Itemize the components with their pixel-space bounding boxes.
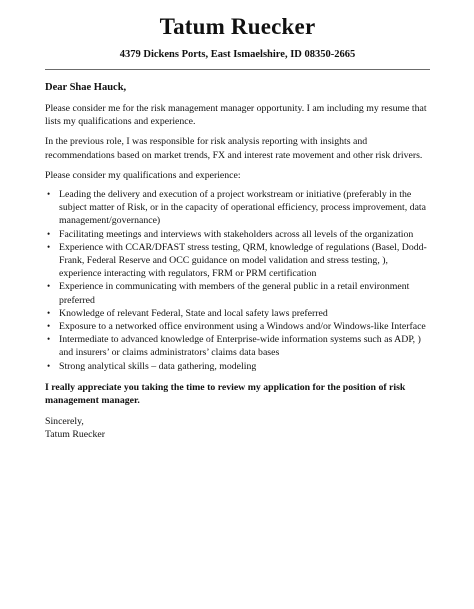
bullet-icon: • xyxy=(47,334,51,345)
bullet-icon: • xyxy=(47,360,51,371)
list-item-text: Exposure to a networked office environment using a Windows and/or Windows-like Interface xyxy=(59,321,426,333)
signoff: Sincerely, xyxy=(45,416,84,428)
list-item xyxy=(47,333,430,359)
bullet-icon: • xyxy=(47,241,51,252)
signoff-block xyxy=(45,415,430,441)
signature-name: Tatum Ruecker xyxy=(45,429,105,441)
qualifications-list xyxy=(45,188,430,373)
list-item xyxy=(47,188,430,228)
list-item-text: Experience in communicating with members of the general public in a retail environment preferred xyxy=(59,281,410,306)
list-item xyxy=(47,320,430,333)
list-item xyxy=(47,307,430,320)
bullet-icon: • xyxy=(47,307,51,318)
list-item xyxy=(47,241,430,281)
list-item-text: Knowledge of relevant Federal, State and local safety laws preferred xyxy=(59,307,328,319)
list-item-text: Experience with CCAR/DFAST stress testing, QRM, knowledge of regulations (Basel, Dodd-Frank, Federal Reserve and OCC guidance on model validation and stress testing, ), experience interacting with regulators, FRM or PRM certification xyxy=(59,241,427,280)
bullet-icon: • xyxy=(47,189,51,200)
header-divider xyxy=(45,69,430,70)
intro-paragraph: Please consider me for the risk management manager opportunity. I am including my resume that lists my qualifications and experience. xyxy=(45,103,427,128)
salutation: Dear Shae Hauck, xyxy=(45,82,127,93)
applicant-name: Tatum Ruecker xyxy=(159,14,316,39)
qualifications-lead-in: Please consider my qualifications and experience: xyxy=(45,169,241,181)
list-item-text: Strong analytical skills – data gathering, modeling xyxy=(59,360,257,372)
list-item-text: Intermediate to advanced knowledge of Enterprise-wide information systems such as ADP, ) and insurers’ or claims administrators’ claims data bases xyxy=(59,334,421,359)
list-item xyxy=(47,360,430,373)
bullet-icon: • xyxy=(47,281,51,292)
list-item xyxy=(47,228,430,241)
closing-statement: I really appreciate you taking the time to review my application for the position of risk management manager. xyxy=(45,381,406,407)
list-item-text: Leading the delivery and execution of a project workstream or initiative (preferably in the subject matter of Risk, or in the capacity of operational efficiency, process improvement, data management/governance) xyxy=(59,189,426,227)
bullet-icon: • xyxy=(47,321,51,332)
bullet-icon: • xyxy=(47,228,51,239)
applicant-address: 4379 Dickens Ports, East Ismaelshire, ID 08350-2665 xyxy=(119,49,356,60)
list-item xyxy=(47,280,430,306)
list-item-text: Facilitating meetings and interviews with stakeholders across all levels of the organization xyxy=(59,228,414,240)
experience-paragraph: In the previous role, I was responsible for risk analysis reporting with insights and recommendations based on market trends, FX and interest rate movement and other risk drivers. xyxy=(45,136,423,161)
